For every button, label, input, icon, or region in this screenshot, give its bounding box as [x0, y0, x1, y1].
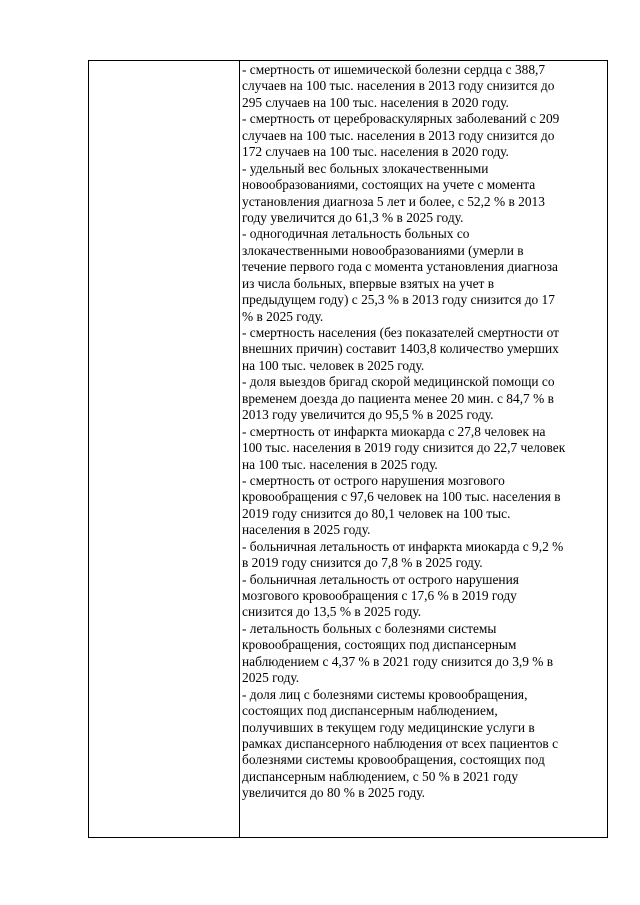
target-indicator-line: мозгового кровообращения с 17,6 % в 2019 году — [242, 588, 517, 603]
target-indicator-line: - доля лиц с болезнями системы кровообращения, — [242, 686, 528, 702]
target-indicator-line: из числа больных, впервые взятых на учет в — [242, 275, 495, 291]
target-indicator-line: - больничная летальность от острого нарушения — [242, 571, 519, 587]
target-indicator-line: % в 2025 году. — [242, 308, 324, 324]
table-left-cell — [89, 61, 240, 837]
target-indicator-line: на 100 тыс. населения в 2025 году. — [242, 456, 438, 472]
target-indicator-line: кровообращения, состоящих под диспансерным — [242, 637, 517, 653]
target-indicator-line: новообразованиями, состоящих на учете с момента — [242, 177, 536, 193]
target-indicator-line: получивших в текущем году медицинские услуги в — [242, 719, 535, 735]
target-indicator-line: рамках диспансерного наблюдения от всех пациентов с — [242, 735, 559, 751]
target-indicator-line: 295 случаев на 100 тыс. населения в 2020 году. — [242, 94, 509, 110]
target-indicator-line: 2025 году. — [242, 670, 300, 686]
target-indicator-line: увеличится до 80 % в 2025 году. — [242, 785, 425, 801]
target-indicator-line: - смертность от острого нарушения мозгового — [242, 472, 505, 488]
target-indicator-line: злокачественными новообразованиями (умерли в — [242, 242, 524, 258]
target-indicator-line: населения в 2025 году. — [242, 522, 371, 538]
target-indicator-line: - смертность от цереброваскулярных заболеваний с 209 — [242, 111, 560, 127]
target-indicator-line: предыдущем году) с 25,3 % в 2013 году снизится до 17 — [242, 292, 555, 308]
target-indicator-line: случаев на 100 тыс. населения в 2013 году снизится до — [242, 127, 555, 143]
target-indicator-line: 2019 году снизится до 80,1 человек на 100 тыс. — [242, 505, 511, 521]
target-indicator-line: 172 случаев на 100 тыс. населения в 2020 году. — [242, 144, 509, 160]
target-indicator-line: - удельный вес больных злокачественными — [242, 160, 489, 176]
target-indicator-line: на 100 тыс. человек в 2025 году. — [242, 357, 425, 373]
target-indicator-line: 2013 году увеличится до 95,5 % в 2025 году. — [242, 407, 494, 423]
target-indicator-line: - одногодичная летальность больных со — [242, 226, 470, 242]
target-indicator-line: - летальность больных с болезнями системы — [242, 620, 497, 636]
target-indicator-line: наблюдением с 4,37 % в 2021 году снизится до 3,9 % в — [242, 653, 554, 669]
target-indicator-line: - доля выездов бригад скорой медицинской помощи со — [242, 374, 555, 390]
target-indicator-line: 100 тыс. населения в 2019 году снизится до 22,7 человек — [242, 440, 566, 456]
target-indicator-line: диспансерным наблюдением, с 50 % в 2021 году — [242, 768, 519, 784]
target-indicator-line: - смертность населения (без показателей смертности от — [242, 325, 559, 340]
target-indicator-line: установления диагноза 5 лет и более, с 52,2 % в 2013 — [242, 193, 545, 209]
table-right-cell — [240, 61, 607, 837]
target-indicator-line: болезнями системы кровообращения, состоящих под — [242, 752, 545, 768]
target-indicator-line: случаев на 100 тыс. населения в 2013 году снизится до — [242, 78, 555, 94]
target-indicator-line: внешних причин) составит 1403,8 количество умерших — [242, 341, 559, 357]
target-indicator-line: состоящих под диспансерным наблюдением, — [242, 703, 498, 719]
target-indicator-line: - смертность от ишемической болезни сердца с 388,7 — [242, 62, 546, 77]
document-table — [88, 60, 608, 838]
target-indicator-line: снизится до 13,5 % в 2025 году. — [242, 604, 422, 620]
target-indicator-line: кровообращения с 97,6 человек на 100 тыс. населения в — [242, 489, 561, 505]
target-indicator-line: в 2019 году снизится до 7,8 % в 2025 году. — [242, 555, 483, 571]
target-indicator-line: временем доезда до пациента менее 20 мин. с 84,7 % в — [242, 390, 554, 406]
target-indicator-line: - смертность от инфаркта миокарда с 27,8 человек на — [242, 423, 546, 439]
target-indicator-line: течение первого года с момента установления диагноза — [242, 259, 558, 275]
target-indicator-line: году увеличится до 61,3 % в 2025 году. — [242, 209, 464, 225]
target-indicator-line: - больничная летальность от инфаркта миокарда с 9,2 % — [242, 538, 564, 554]
